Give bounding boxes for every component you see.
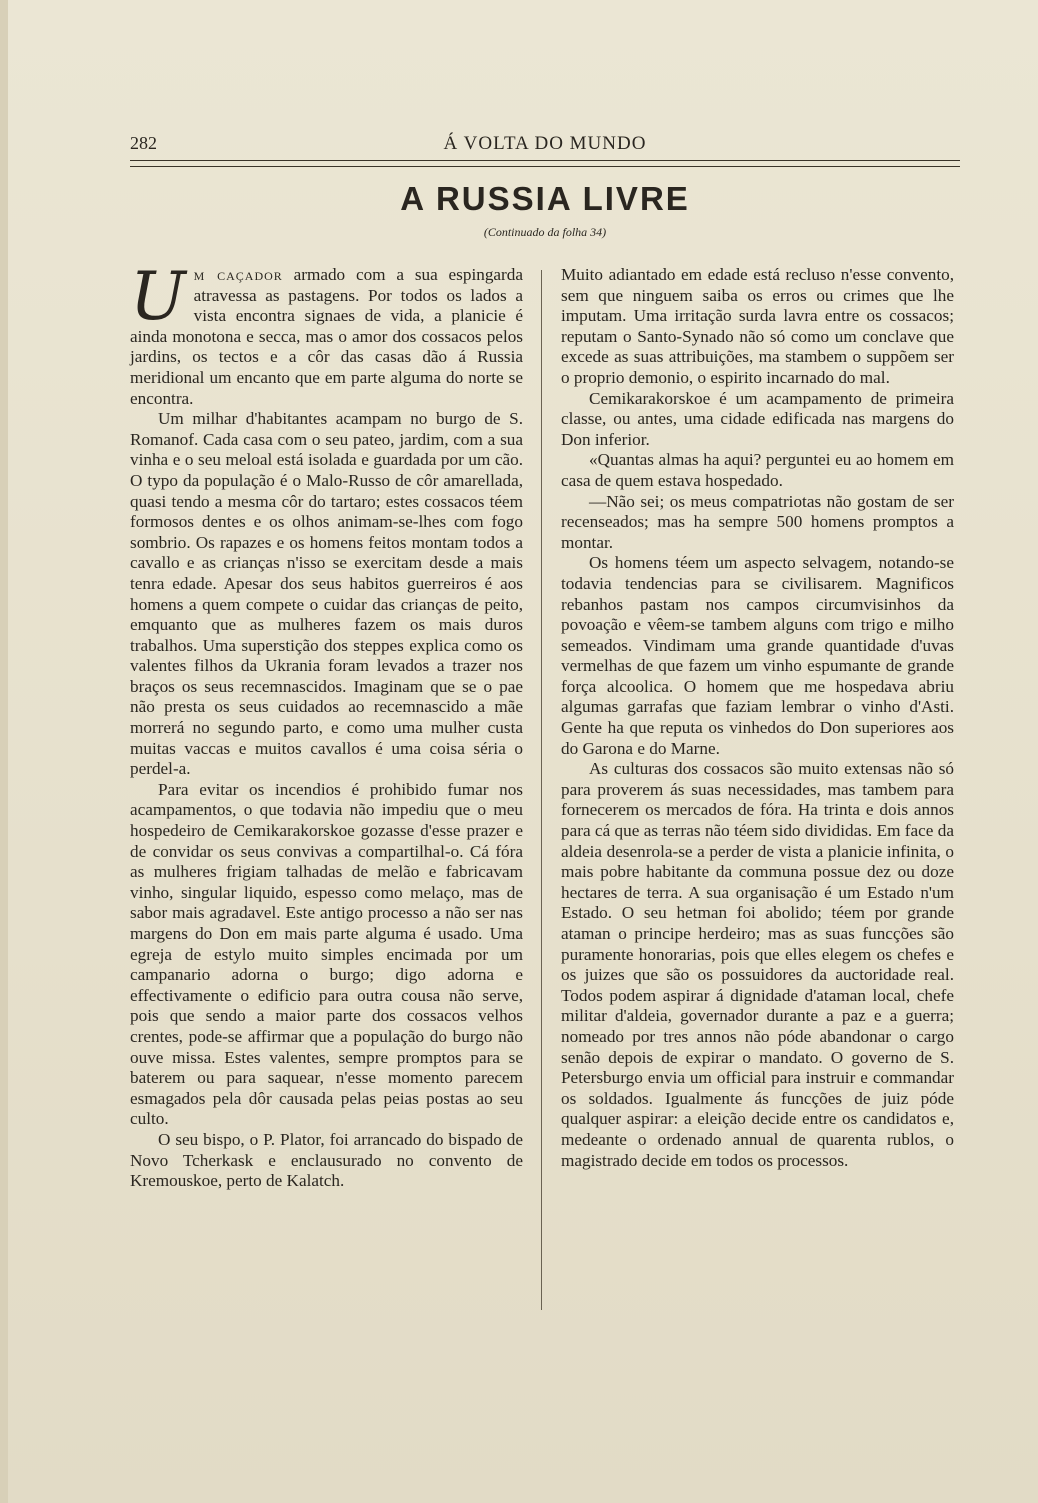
article-subtitle: (Continuado da folha 34) [483,225,607,239]
page-header [130,133,960,157]
drop-cap: U [130,258,186,335]
header-rule-top [130,160,960,161]
header-rule-bottom [130,166,960,167]
paragraph: Cemikarakorskoe é um acampamento de primeira classe, ou antes, uma cidade edificada nas margens do Don inferior. [561,388,954,449]
column-divider [541,270,542,1310]
paragraph: Um milhar d'habitantes acampam no burgo de S. Romanof. Cada casa com o seu pateo, jardim, com a sua vinha e o seu meloal está isolada e guardada por um cão. O typo da população é o Malo-Russo de côr amarellada, quasi tendo a mesma côr do tartaro; estes cossacos téem formosos dentes e os olhos animam-se-lhes com fogo sombrio. Os rapazes e os homens feitos montam todos a cavallo e as crianças n'isso se exercitam desde a mais tenra edade. Apesar dos seus habitos guerreiros é aos homens a quem compete o cuidar das crianças de peito, emquanto que as mulheres fazem os mais duros trabalhos. Uma superstição dos steppes explica como os valentes filhos da Ukrania foram levados a trazer nos braços os seus recemnascidos. Imaginam que se o pae não presta os seus cuidados ao recemnascido a mãe morrerá no segundo parto, e como uma mulher custa muitas vaccas e muitos cavallos é uma coisa séria o perdel-a. [130,409,523,779]
paragraph [130,258,523,409]
page-edge [0,0,8,1503]
paragraph: Os homens téem um aspecto selvagem, notando-se todavia tendencias para se civilisarem. Magnificos rebanhos pastam nos campos circumvisinhos da povoação e vêem-se tambem alguns com trigo e milho semeados. Vindimam uma grande quantidade d'uvas vermelhas de que fazem um vinho espumante de grande força alcoolica. O homem que me hospedava abriu algumas garrafas que faziam lembrar o vinho d'Asti. Gente ha que reputa os vinhedos do Don superiores aos do Garona e do Marne. [561,553,954,758]
lead-smallcaps: m caçador [193,265,283,284]
paragraph: As culturas dos cossacos são muito extensas não só para proverem ás suas necessidades, mas tambem para fornecerem os mercados de fóra. Ha trinta e dois annos para cá que as terras não téem sido divididas. Em face da aldeia desenrola-se a perder de vista a planicie infinita, o mais pobre habitante da communa possue dez ou doze hectares de terra. A sua organisação é um Estado n'um Estado. O seu hetman foi abolido; téem por grande ataman o principe herdeiro; mas as suas funcções são puramente honorarias, pois que elles elegem os chefes e os juizes que são os possuidores da auctoridade real. Todos podem aspirar á dignidade d'ataman local, chefe militar d'aldeia, governador durante a paz e a guerra; nomeado por tres annos não póde abandonar o cargo senão depois de expirar o mandato. O governo de S. Petersburgo envia um official para instruir e commandar os soldados. Igualmente ás funcções de juiz póde qualquer aspirar: a eleição decide entre os candidatos e, medeante o ordenado annual de quarenta rublos, o magistrado decide em todos os processos. [561,759,954,1170]
page-number: 282 [130,133,157,153]
left-column [130,258,523,1192]
paragraph: Muito adiantado em edade está recluso n'esse convento, sem que ninguem saiba os erros ou crimes que lhe imputam. Uma irritação surda lavra entre os cossacos; reputam o Santo-Synado não só como um conclave que excede as suas attribuições, ma stambem o suppõem ser o proprio demonio, o espirito incarnado do mal. [561,265,954,387]
paragraph: «Quantas almas ha aqui? perguntei eu ao homem em casa de quem estava hospedado. [561,450,954,490]
paragraph: O seu bispo, o P. Plator, foi arrancado do bispado de Novo Tcherkask e enclausurado no convento de Kremouskoe, perto de Kalatch. [130,1129,523,1191]
paragraph: Para evitar os incendios é prohibido fumar nos acampamentos, o que todavia não impediu que o meu hospedeiro de Cemikarakorskoe gozasse d'esse prazer e de convidar os seus convivas a compartilhal-o. Cá fóra as mulheres frigiam talhadas de melão e fabricavam vinho, singular liquido, espesso como melaço, mas de sabor mais agradavel. Este antigo processo a não ser nas margens do Don em mais parte alguma é usado. Uma egreja de estylo muito simples encimada por um campanario adorna o burgo; digo adorna e effectivamente o edificio para outra cousa não serve, pois que sendo a maior parte dos cossacos velhos crentes, pode-se affirmar que a população do burgo não ouve missa. Estes valentes, sempre promptos para se baterem ou para saquear, n'esse momento parecem esmagados pela dôr causada pelas peias postas ao seu culto. [130,779,523,1129]
running-title: Á VOLTA DO MUNDO [443,133,647,154]
paragraph-text: armado com a sua espingarda atravessa as pastagens. Por todos os lados a vista encontra signaes de vida, a planicie é ainda monotona e secca, mas o amor dos cossacos pelos jardins, os tectos e a côr das casas dão á Russia meridional um encanto que em parte alguma do norte se encontra. [130,265,523,408]
right-column [561,265,954,1171]
article-title: A RUSSIA LIVRE [400,180,690,217]
paragraph: —Não sei; os meus compatriotas não gostam de ser recenseados; mas ha sempre 500 homens promptos a montar. [561,491,954,552]
